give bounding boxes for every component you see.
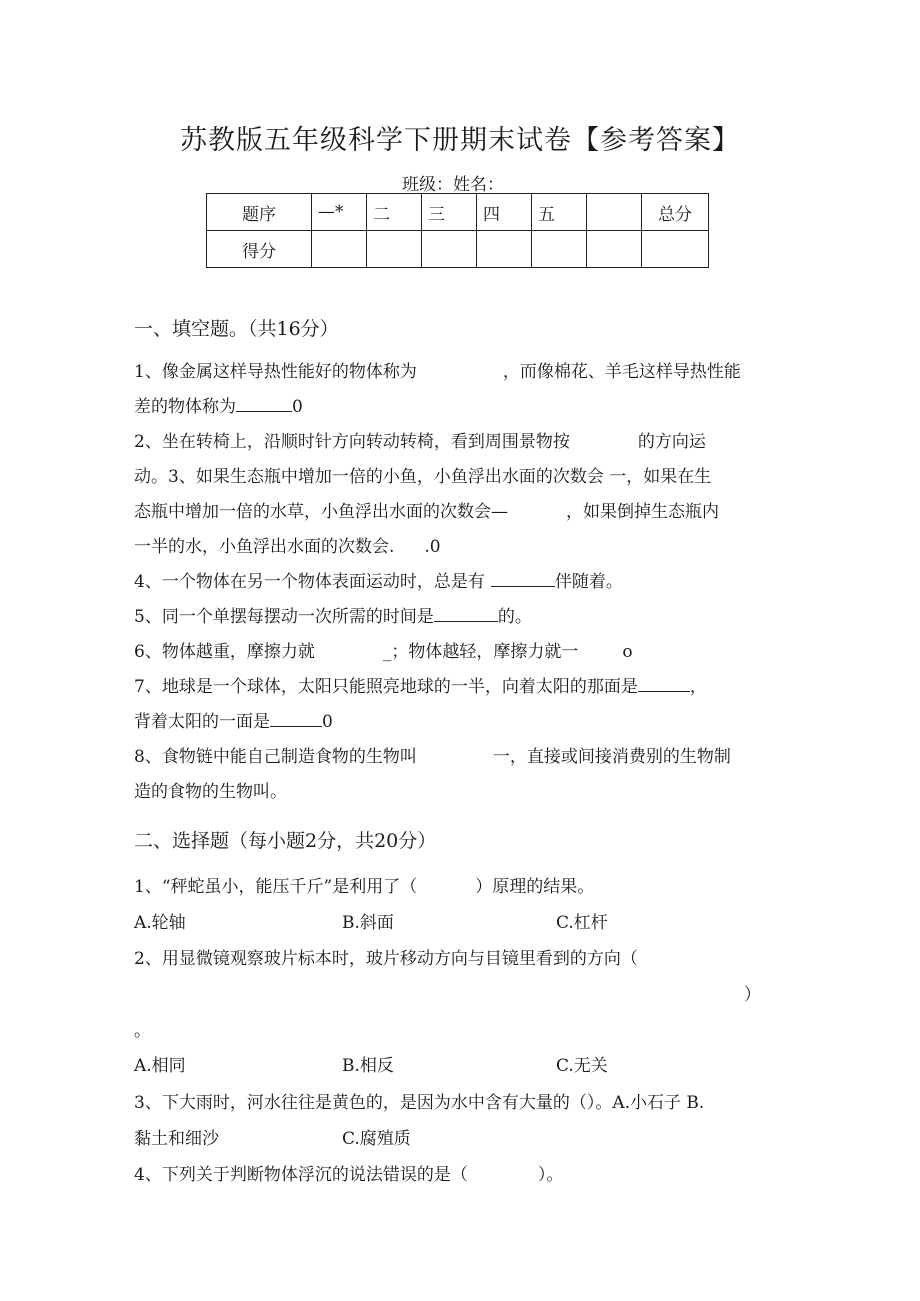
question-text: 4、一个物体在另一个物体表面运动时，总是有 bbox=[134, 572, 485, 592]
question-text: 的。 bbox=[497, 607, 532, 627]
table-cell bbox=[642, 231, 709, 268]
question-text: 一，直接或间接消费别的生物制 bbox=[492, 747, 731, 767]
option-c[interactable]: C.无关 bbox=[556, 1056, 608, 1076]
table-row bbox=[207, 194, 709, 231]
table-cell bbox=[312, 231, 367, 268]
question-text: 7、地球是一个球体，太阳只能照亮地球的一半，向着太阳的那面是 bbox=[134, 677, 638, 697]
question-text: ）原理的结果。 bbox=[475, 877, 595, 897]
question-line bbox=[134, 1088, 704, 1113]
question-text: 动。3、如果生态瓶中增加一倍的小鱼，小鱼浮出水面的次数会 一，如果在生 bbox=[134, 467, 712, 487]
question-line bbox=[134, 567, 623, 592]
question-line bbox=[134, 427, 706, 452]
answer-blank[interactable] bbox=[638, 690, 690, 692]
answer-blank[interactable] bbox=[434, 620, 498, 622]
question-line bbox=[134, 742, 731, 767]
question-line bbox=[134, 1160, 563, 1185]
question-text: _；物体越轻，摩擦力就一 bbox=[382, 642, 579, 662]
question-text: 。 bbox=[134, 1021, 151, 1041]
question-text: 差的物体称为 bbox=[134, 397, 236, 417]
table-cell bbox=[477, 231, 532, 268]
question-text: ， bbox=[689, 677, 707, 697]
table-cell: 二 bbox=[367, 194, 422, 231]
question-text: ） bbox=[744, 985, 761, 1005]
score-table bbox=[206, 193, 709, 268]
question-line bbox=[134, 707, 333, 732]
question-text: 背着太阳的一面是 bbox=[134, 712, 270, 732]
table-cell: —* bbox=[312, 194, 367, 231]
question-line bbox=[134, 357, 741, 382]
table-cell: 总分 bbox=[642, 194, 709, 231]
question-text: 的方向运 bbox=[637, 432, 706, 452]
question-text: 一半的水，小鱼浮出水面的次数会. bbox=[134, 537, 395, 557]
question-line bbox=[134, 462, 711, 487]
option-b[interactable]: B.相反 bbox=[342, 1056, 394, 1076]
question-text: ，而像棉花、羊毛这样导热性能 bbox=[502, 362, 741, 382]
table-cell bbox=[587, 194, 642, 231]
question-line bbox=[134, 637, 633, 662]
table-cell: 题序 bbox=[207, 194, 312, 231]
question-text: 5、同一个单摆每摆动一次所需的时间是 bbox=[134, 607, 434, 627]
option-a[interactable]: A.相同 bbox=[134, 1056, 186, 1076]
section-heading: 二、选择题（每小题2分，共20分） bbox=[134, 830, 437, 852]
table-cell bbox=[532, 231, 587, 268]
question-text: 6、物体越重，摩擦力就 bbox=[134, 642, 315, 662]
question-text: 造的食物的生物叫。 bbox=[134, 782, 287, 802]
table-cell: 五 bbox=[532, 194, 587, 231]
question-text: 0 bbox=[292, 397, 303, 417]
question-text: 0 bbox=[322, 712, 333, 732]
question-text: o bbox=[622, 642, 633, 662]
option-b[interactable]: B.斜面 bbox=[342, 913, 394, 933]
question-line bbox=[134, 944, 638, 969]
option-b-text[interactable]: 黏土和细沙 bbox=[134, 1129, 219, 1149]
table-cell bbox=[422, 231, 477, 268]
answer-blank[interactable] bbox=[270, 725, 322, 727]
section-heading: 一、填空题。（共16分） bbox=[134, 318, 339, 340]
table-cell bbox=[367, 231, 422, 268]
question-line bbox=[134, 392, 303, 417]
question-line bbox=[134, 497, 719, 522]
question-text: 2、坐在转椅上，沿顺时针方向转动转椅，看到周围景物按 bbox=[134, 432, 570, 452]
exam-title: 苏教版五年级科学下册期末试卷【参考答案】 bbox=[180, 125, 740, 156]
table-cell bbox=[587, 231, 642, 268]
class-name-label: 班级：姓名： bbox=[402, 175, 504, 195]
answer-blank[interactable] bbox=[491, 585, 555, 587]
option-c[interactable]: C.腐殖质 bbox=[342, 1129, 411, 1149]
question-line bbox=[134, 532, 441, 557]
table-cell: 三 bbox=[422, 194, 477, 231]
answer-blank[interactable] bbox=[236, 410, 292, 412]
question-line bbox=[134, 602, 532, 627]
question-line bbox=[134, 672, 707, 697]
question-line bbox=[134, 777, 287, 802]
question-line bbox=[134, 872, 594, 897]
question-text: .0 bbox=[424, 537, 441, 557]
question-text: ，如果倒掉生态瓶内 bbox=[566, 502, 719, 522]
table-row bbox=[207, 231, 709, 268]
question-text: 3、下大雨时，河水往往是黄色的，是因为水中含有大量的（）。A.小石子 B. bbox=[134, 1093, 705, 1113]
question-text: 1、“秤蛇虽小，能压千斤”是利用了（ bbox=[134, 877, 418, 897]
question-text: 4、下列关于判断物体浮沉的说法错误的是（ bbox=[134, 1165, 468, 1185]
question-text: 伴随着。 bbox=[554, 572, 623, 592]
question-text: 2、用显微镜观察玻片标本时，玻片移动方向与目镜里看到的方向（ bbox=[134, 949, 638, 969]
question-text: 8、食物链中能自己制造食物的生物叫 bbox=[134, 747, 417, 767]
option-a[interactable]: A.轮轴 bbox=[134, 913, 186, 933]
table-cell: 四 bbox=[477, 194, 532, 231]
table-cell: 得分 bbox=[207, 231, 312, 268]
question-text: 态瓶中增加一倍的水草，小鱼浮出水面的次数会— bbox=[134, 502, 508, 522]
question-text: ）。 bbox=[537, 1165, 564, 1185]
question-text: 1、像金属这样导热性能好的物体称为 bbox=[134, 362, 417, 382]
option-c[interactable]: C.杠杆 bbox=[556, 913, 608, 933]
